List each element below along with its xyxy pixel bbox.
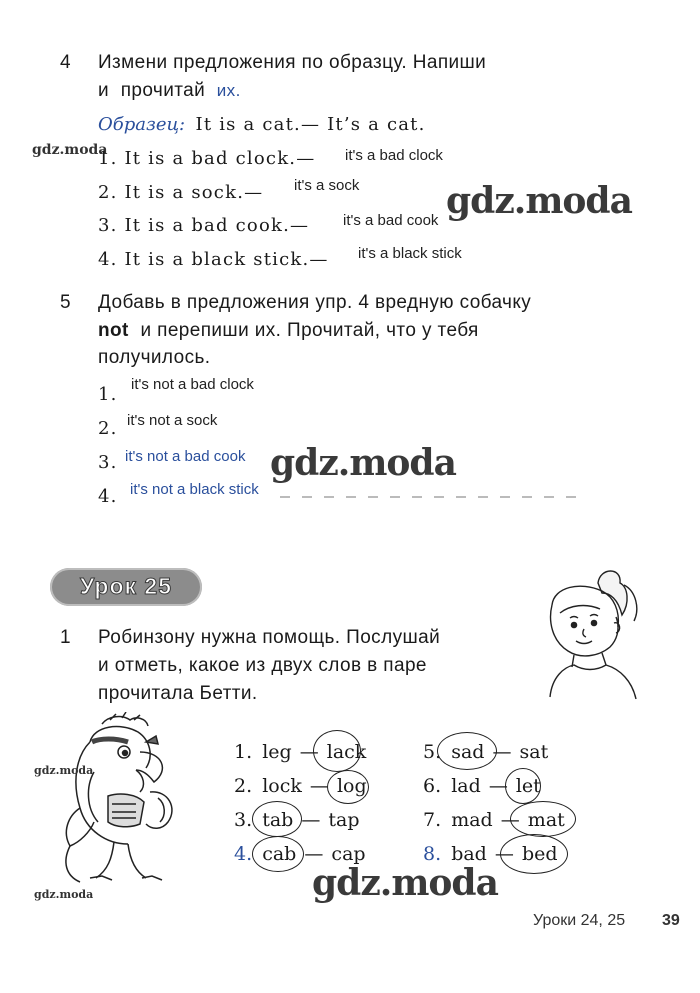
- pair-6-word2: let: [515, 775, 541, 797]
- pair-4-word2: cap: [331, 843, 366, 865]
- ex4-item-3-text: It is a bad cook.—: [124, 215, 310, 236]
- exercise-4-instruction-line2: [98, 80, 241, 102]
- pair-1-circle: [313, 730, 361, 772]
- ex4-item-4-text: It is a black stick.—: [124, 249, 329, 270]
- example-text: It is a cat.— It’s a cat.: [195, 114, 426, 135]
- pair-7-number: 7.: [423, 809, 442, 831]
- ex5-item-1-number: 1.: [98, 384, 118, 405]
- ex5-item-3-number: 3.: [98, 452, 118, 473]
- pair-6-number: 6.: [423, 775, 442, 797]
- exercise-1-instruction-line3: прочитала Бетти.: [98, 683, 258, 704]
- ex5-dotted-line: [280, 496, 580, 498]
- pair-5-number: 5.: [423, 741, 442, 763]
- pair-4-number: 4.: [234, 843, 253, 865]
- pair-5-dash: —: [492, 741, 512, 763]
- pair-8-circle: [500, 834, 568, 874]
- pair-8-dash: —: [494, 843, 514, 865]
- pair-5-word1: sad: [451, 741, 485, 763]
- ex4-answer-2: it's a sock: [294, 177, 360, 194]
- watermark-large-3: gdz.moda: [312, 862, 498, 904]
- pair-1-number: 1.: [234, 741, 253, 763]
- word-and: и: [98, 80, 110, 101]
- exercise-1-instruction-line2: и отметь, какое из двух слов в паре: [98, 655, 427, 676]
- pair-7-dash: —: [500, 809, 520, 831]
- watermark-small-2: gdz.moda: [34, 764, 94, 777]
- pair-3-word2: tap: [328, 809, 360, 831]
- pair-4-dash: —: [304, 843, 324, 865]
- ex4-answer-3: it's a bad cook: [343, 212, 439, 229]
- ex5-item-4-number: 4.: [98, 486, 118, 507]
- ex4-answer-1: it's a bad clock: [345, 147, 443, 164]
- ex5-answer-4: it's not a black stick: [130, 481, 259, 498]
- lesson-title: Урок 25: [79, 573, 172, 599]
- pair-3-circle: [252, 801, 302, 837]
- exercise-5-instruction: Добавь в предложения упр. 4 вредную собачку: [98, 292, 532, 313]
- ex4-answer-4: it's a black stick: [358, 245, 462, 262]
- ex5-item-2-number: 2.: [98, 418, 118, 439]
- ex5-line2-rest: и перепиши их. Прочитай, что у тебя: [140, 320, 479, 341]
- lesson-badge: [50, 568, 202, 606]
- watermark-large-1: gdz.moda: [446, 180, 632, 222]
- pair-1-word2: lack: [326, 741, 367, 763]
- ex4-item-3: [98, 215, 309, 236]
- pair-7-circle: [510, 801, 576, 837]
- pair-2-circle: [327, 770, 369, 804]
- ex4-item-1-text: It is a bad clock.—: [124, 148, 316, 169]
- pair-5-word2: sat: [519, 741, 549, 763]
- pair-8-word2: bed: [521, 843, 558, 865]
- girl-illustration: [540, 565, 650, 705]
- pair-2-dash: —: [309, 775, 329, 797]
- exercise-1-number: 1: [60, 627, 71, 648]
- word-them: их.: [216, 81, 241, 100]
- ex5-line-1: [120, 403, 280, 404]
- example-line: [98, 114, 426, 135]
- pair-2-number: 2.: [234, 775, 253, 797]
- ex4-item-4: [98, 249, 329, 270]
- pair-4-word1: cab: [262, 843, 297, 865]
- pair-1-word1: leg: [262, 741, 292, 763]
- pair-7-word2: mat: [527, 809, 565, 831]
- pair-1-dash: —: [299, 741, 319, 763]
- ex4-item-1-number: 1.: [98, 148, 118, 169]
- ex5-answer-1: it's not a bad clock: [131, 376, 254, 393]
- exercise-1-instruction: Робинзону нужна помощь. Послушай: [98, 627, 441, 648]
- word-not: not: [98, 320, 129, 341]
- ex4-item-2-text: It is a sock.—: [124, 182, 264, 203]
- pair-2-word2: log: [336, 775, 367, 797]
- ex4-item-2: [98, 182, 263, 203]
- example-label: Образец:: [98, 114, 186, 135]
- pair-7-word1: mad: [451, 809, 493, 831]
- watermark-large-2: gdz.moda: [270, 442, 456, 484]
- ex4-item-2-number: 2.: [98, 182, 118, 203]
- ex4-item-3-number: 3.: [98, 215, 118, 236]
- ex4-item-1: [98, 148, 315, 169]
- word-read: прочитай: [120, 80, 206, 101]
- exercise-5-instruction-line2: [98, 320, 479, 342]
- pair-3-number: 3.: [234, 809, 253, 831]
- pair-6-circle: [505, 768, 541, 804]
- watermark-small-1: gdz.moda: [32, 142, 108, 158]
- pair-8-word1: bad: [451, 843, 487, 865]
- parrot-illustration: [50, 712, 200, 892]
- pair-6-dash: —: [488, 775, 508, 797]
- exercise-4-instruction: Измени предложения по образцу. Напиши: [98, 52, 487, 73]
- exercise-5-instruction-line3: получилось.: [98, 347, 211, 368]
- pair-4-circle: [252, 836, 304, 872]
- page-number: 39: [662, 912, 680, 929]
- pair-2-word1: lock: [262, 775, 302, 797]
- ex5-answer-2: it's not a sock: [127, 412, 218, 429]
- ex5-answer-3: it's not a bad cook: [125, 448, 246, 465]
- ex4-item-4-number: 4.: [98, 249, 118, 270]
- exercise-5-number: 5: [60, 292, 71, 313]
- footer-lessons: Уроки 24, 25: [533, 912, 626, 929]
- watermark-small-3: gdz.moda: [34, 888, 94, 901]
- pair-3-word1: tab: [262, 809, 294, 831]
- pair-3-dash: —: [301, 809, 321, 831]
- pair-8-number: 8.: [423, 843, 442, 865]
- pair-6-word1: lad: [451, 775, 481, 797]
- pair-5-circle: [437, 732, 497, 770]
- exercise-4-number: 4: [60, 52, 71, 73]
